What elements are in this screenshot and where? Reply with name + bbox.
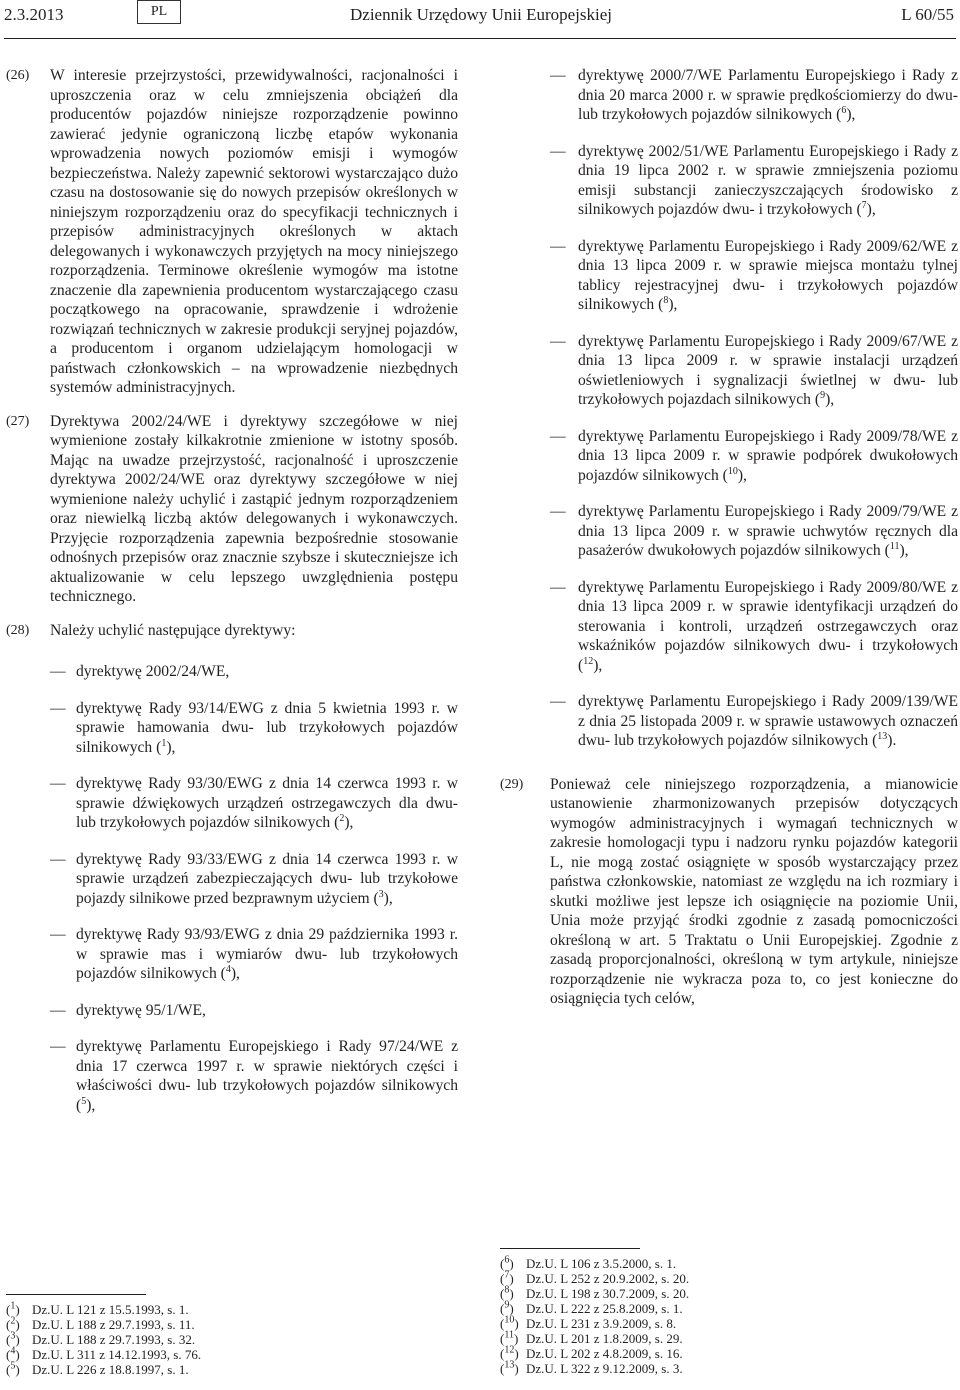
left-column bbox=[6, 66, 458, 1132]
footnote-ref[interactable]: 9 bbox=[820, 389, 826, 401]
repealed-directive-item: — dyrektywę 95/1/WE, bbox=[6, 1001, 458, 1021]
footnote-ref[interactable]: 10 bbox=[727, 465, 738, 477]
publication-date: 2.3.2013 bbox=[4, 5, 64, 24]
recital-28 bbox=[6, 621, 458, 641]
footnote: ($^6$) Dz.U. L 106 z 3.5.2000, s. 1. bbox=[500, 1254, 677, 1271]
repealed-directive-item: — dyrektywę 2002/24/WE, bbox=[6, 662, 458, 682]
footnote-ref[interactable]: 4 bbox=[225, 963, 231, 975]
footnote: ($^7$) Dz.U. L 252 z 20.9.2002, s. 20. bbox=[500, 1269, 690, 1286]
footnote-ref[interactable]: 13 bbox=[877, 730, 888, 742]
recital-text: Dyrektywa 2002/24/WE i dyrektywy szczegółowe w niej wymienione zostały kilkakrotnie zmienione w istotny sposób. Mając na uwadze przejrzystość, racjonalność i uproszczenie dyrektywa 2002/24/WE oraz dyrektywy szczegółowe w niej wymienione należy uchylić i zastąpić jednym rozporządzeniem oraz niewielką liczbą aktów delegowanych i wykonawczych. Przyjęcie rozporządzenia zapewnia bezpośrednie stosowanie odnośnych przepisów oraz znacznie szybsze i skuteczniejsze ich aktualizowanie w celu lepszego uwzględnienia postępu technicznego. bbox=[50, 412, 458, 605]
repealed-directive-item: — dyrektywę Parlamentu Europejskiego i Rady 2009/139/WE z dnia 25 listopada 2009 r. w sprawie ustawowych oznaczeń dwu- lub trzykołowych pojazdów silnikowych ($^{13}$). bbox=[500, 692, 958, 751]
language-badge: PL bbox=[137, 0, 181, 24]
footnotes-right bbox=[500, 1256, 689, 1376]
footnote-ref[interactable]: 11 bbox=[889, 540, 900, 552]
footnote: ($^{10}$) Dz.U. L 231 z 3.9.2009, s. 8. bbox=[500, 1314, 677, 1331]
recital-text: W interesie przejrzystości, przewidywalności, racjonalności i uproszczenia oraz w celu zmniejszenia obciążeń dla producentów pojazdów niniejsze rozporządzenie powinno zawierać jedynie ograniczoną liczbę etapów wykonania wprowadzenia nowych poziomów emisji i wymogów bezpieczeństwa. Należy zapewnić sektorowi wystarczająco dużo czasu na dostosowanie się do nowych przepisów określonych w niniejszym rozporządzeniu oraz do specyfikacji technicznych i przepisów administracyjnych określonych w aktach delegowanych i wykonawczych przyjętych na mocy niniejszego rozporządzenia. Terminowe określenie wymogów ma istotne znaczenie dla zapewnienia producentom wystarczającego czasu początkowego na opracowanie, sprawdzenie i wdrożenie rozwiązań technicznych w zakresie produkcji seryjnej pojazdów, a producentom i organom udzielającym homologacji w państwach członkowskich – na wprowadzenie niezbędnych systemów administracyjnych. bbox=[50, 67, 458, 396]
footnote-ref[interactable]: 5 bbox=[81, 1095, 87, 1107]
footnote: ($^2$) Dz.U. L 188 z 29.7.1993, s. 11. bbox=[6, 1315, 195, 1332]
footnote-ref[interactable]: 7 bbox=[861, 199, 867, 211]
header-divider bbox=[4, 38, 956, 39]
page-reference: L 60/55 bbox=[901, 5, 954, 24]
recital-27 bbox=[6, 412, 458, 607]
recital-number: (26) bbox=[6, 68, 30, 83]
recital-text: Należy uchylić następujące dyrektywy: bbox=[50, 621, 296, 639]
right-column bbox=[500, 66, 958, 1023]
repealed-directive-item: — dyrektywę Parlamentu Europejskiego i Rady 2009/67/WE z dnia 13 lipca 2009 r. w sprawie instalacji urządzeń oświetleniowych i sygnalizacji świetlnej w dwu- lub trzykołowych pojazdach silnikowych ($^9$), bbox=[500, 332, 958, 410]
footnote: ($^{13}$) Dz.U. L 322 z 9.12.2009, s. 3. bbox=[500, 1359, 683, 1376]
repealed-directive-item: — dyrektywę 2002/51/WE Parlamentu Europejskiego i Rady z dnia 19 lipca 2002 r. w sprawie zmniejszenia poziomu emisji substancji zanieczyszczających środowisko z silnikowych pojazdów dwu- i trzykołowych ($^7$), bbox=[500, 142, 958, 220]
footnote: ($^8$) Dz.U. L 198 z 30.7.2009, s. 20. bbox=[500, 1284, 690, 1301]
footnote-ref[interactable]: 2 bbox=[339, 812, 345, 824]
repealed-directive-item: — dyrektywę Parlamentu Europejskiego i Rady 2009/78/WE z dnia 13 lipca 2009 r. w sprawie podpórek dwukołowych pojazdów silnikowych ($^{10}$), bbox=[500, 427, 958, 486]
footnote-ref[interactable]: 8 bbox=[663, 294, 669, 306]
footnote: ($^5$) Dz.U. L 226 z 18.8.1997, s. 1. bbox=[6, 1360, 189, 1377]
repealed-directive-item: — dyrektywę Rady 93/30/EWG z dnia 14 czerwca 1993 r. w sprawie dźwiękowych urządzeń ostrzegawczych dla dwu- lub trzykołowych pojazdów silnikowych ($^2$), bbox=[6, 774, 458, 833]
footnote: ($^{12}$) Dz.U. L 202 z 4.8.2009, s. 16. bbox=[500, 1344, 683, 1361]
footnote-ref[interactable]: 3 bbox=[378, 888, 384, 900]
footnote-ref[interactable]: 6 bbox=[841, 104, 847, 116]
repealed-directive-item: — dyrektywę Rady 93/93/EWG z dnia 29 października 1993 r. w sprawie mas i wymiarów dwu- lub trzykołowych pojazdów silnikowych ($^4$), bbox=[6, 925, 458, 984]
footnote: ($^{11}$) Dz.U. L 201 z 1.8.2009, s. 29. bbox=[500, 1329, 683, 1346]
footnote-divider bbox=[6, 1294, 146, 1295]
repealed-directive-item: — dyrektywę Rady 93/14/EWG z dnia 5 kwietnia 1993 r. w sprawie hamowania dwu- lub trzykołowych pojazdów silnikowych ($^1$), bbox=[6, 699, 458, 758]
journal-title: Dziennik Urzędowy Unii Europejskiej bbox=[350, 5, 613, 24]
footnote-divider bbox=[500, 1248, 640, 1249]
recital-29 bbox=[500, 775, 958, 1009]
footnote: ($^9$) Dz.U. L 222 z 25.8.2009, s. 1. bbox=[500, 1299, 683, 1316]
recital-number: (28) bbox=[6, 622, 30, 638]
footnote: ($^3$) Dz.U. L 188 z 29.7.1993, s. 32. bbox=[6, 1330, 196, 1347]
footnotes-left bbox=[6, 1302, 201, 1377]
repealed-directive-item: — dyrektywę 2000/7/WE Parlamentu Europejskiego i Rady z dnia 20 marca 2000 r. w sprawie prędkościomierzy do dwu- lub trzykołowych pojazdów silnikowych ($^6$), bbox=[500, 66, 958, 125]
repealed-directive-item: — dyrektywę Parlamentu Europejskiego i Rady 2009/80/WE z dnia 13 lipca 2009 r. w sprawie identyfikacji urządzeń do sterowania i kontroli, urządzeń ostrzegawczych oraz wskaźników pojazdów silnikowych dwu- i trzykołowych ($^{12}$), bbox=[500, 578, 958, 676]
footnote-ref[interactable]: 1 bbox=[161, 737, 167, 749]
repealed-directive-item: — dyrektywę Rady 93/33/EWG z dnia 14 czerwca 1993 r. w sprawie urządzeń zabezpieczających dwu- lub trzykołowe pojazdy silnikowe przed bezprawnym użyciem ($^3$), bbox=[6, 850, 458, 909]
footnote-ref[interactable]: 12 bbox=[583, 655, 594, 667]
recital-number: (27) bbox=[6, 413, 30, 429]
repealed-directive-item: — dyrektywę Parlamentu Europejskiego i Rady 2009/62/WE z dnia 13 lipca 2009 r. w sprawie miejsca montażu tylnej tablicy rejestracyjnej dwu- i trzykołowych pojazdów silnikowych ($^8$), bbox=[500, 237, 958, 315]
repealed-directive-item: — dyrektywę Parlamentu Europejskiego i Rady 2009/79/WE z dnia 13 lipca 2009 r. w sprawie uchwytów ręcznych dla pasażerów dwukołowych pojazdów silnikowych ($^{11}$), bbox=[500, 502, 958, 561]
footnote: ($^4$) Dz.U. L 311 z 14.12.1993, s. 76. bbox=[6, 1345, 202, 1362]
recital-text: Ponieważ cele niniejszego rozporządzenia, a mianowicie ustanowienie zharmonizowanych przepisów dotyczących wymogów administracyjnych i wymagań technicznych w zakresie homologacji typu i nadzoru rynku pojazdów kategorii L, nie mogą zostać osiągnięte w sposób wystarczający przez państwa członkowskie, natomiast ze względu na ich rozmiary i skutki możliwe jest lepsze ich osiągnięcie na poziomie Unii, Unia może przyjąć środki zgodnie z zasadą pomocniczości określoną w art. 5 Traktatu o Unii Europejskiej. Zgodnie z zasadą proporcjonalności, określoną w tym artykule, niniejsze rozporządzenie nie wykracza poza to, co jest konieczne do osiągnięcia tych celów, bbox=[550, 775, 958, 1007]
recital-number: (29) bbox=[500, 776, 524, 792]
repealed-directive-item: — dyrektywę Parlamentu Europejskiego i Rady 97/24/WE z dnia 17 czerwca 1997 r. w sprawie niektórych części i właściwości dwu- lub trzykołowych pojazdów silnikowych ($^5$), bbox=[6, 1037, 458, 1115]
recital-26 bbox=[6, 66, 458, 398]
page-header bbox=[0, 0, 960, 40]
footnote: ($^1$) Dz.U. L 121 z 15.5.1993, s. 1. bbox=[6, 1300, 189, 1317]
